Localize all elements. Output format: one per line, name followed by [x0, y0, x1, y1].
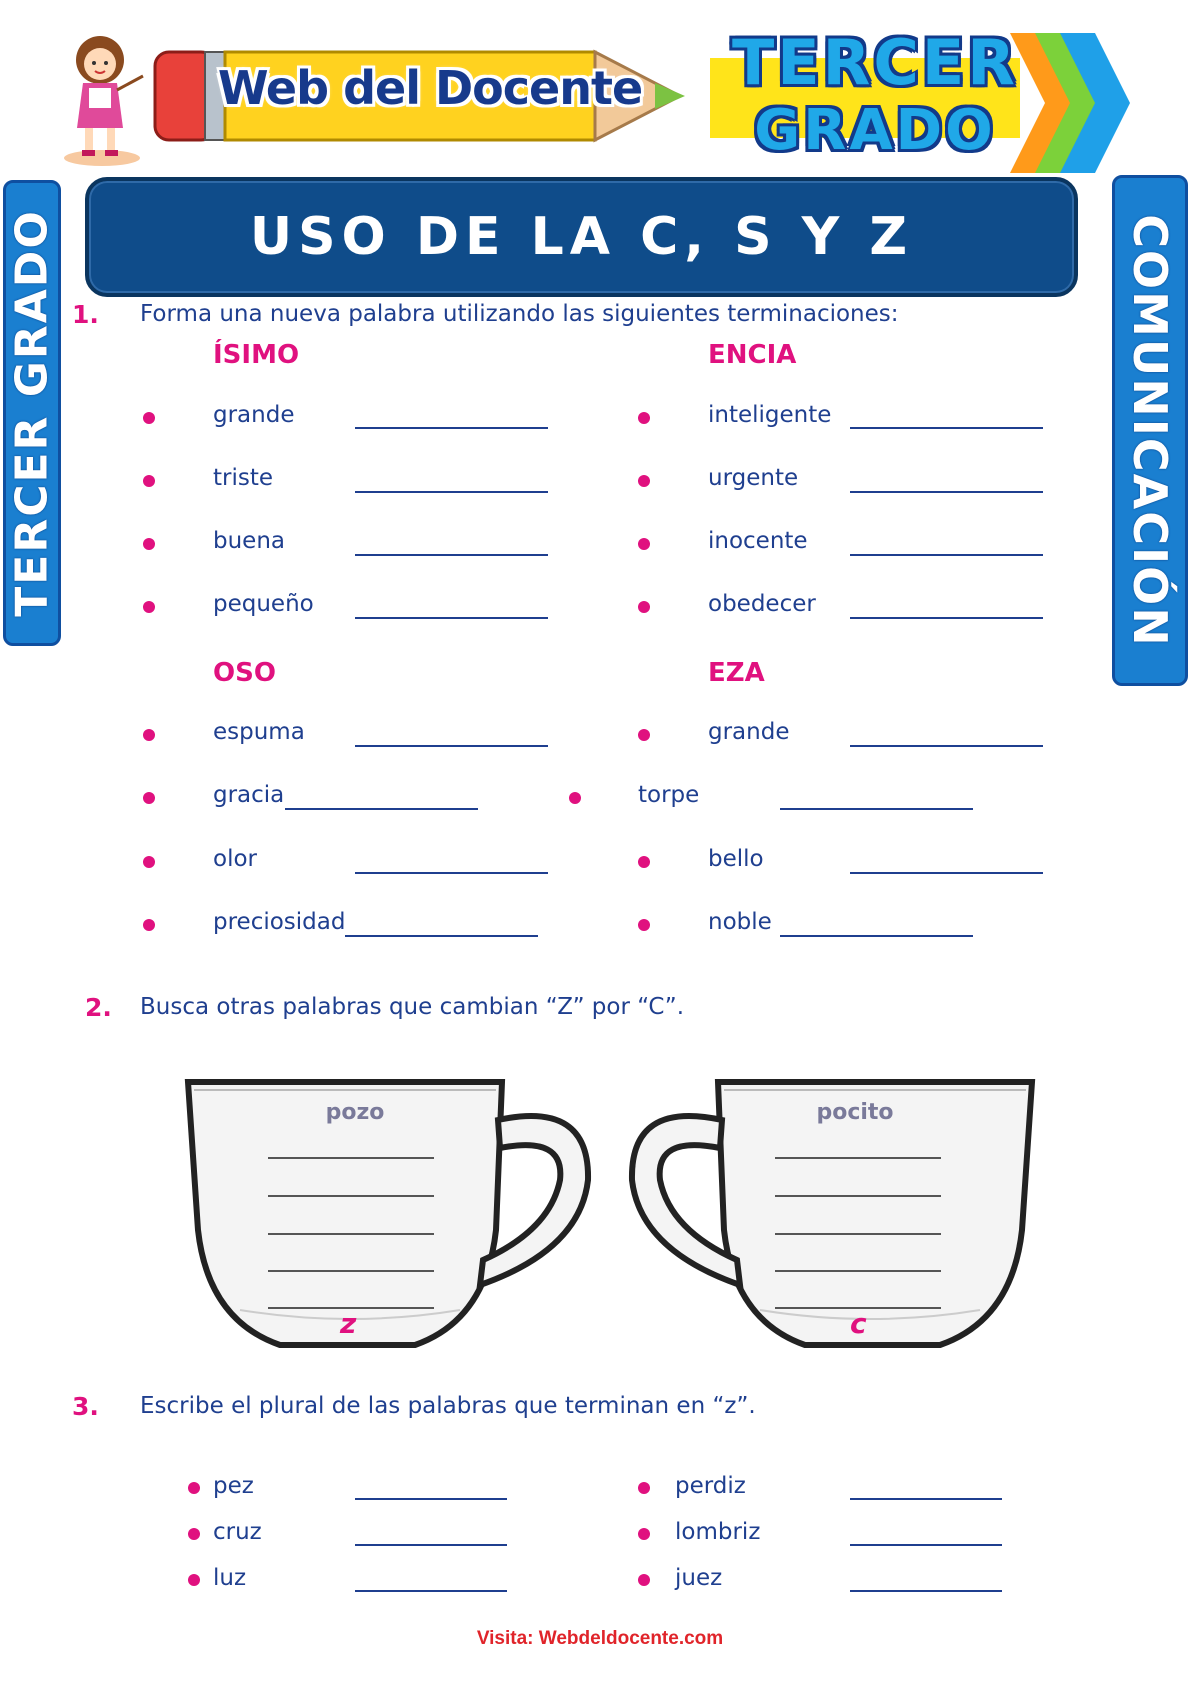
word-item: juez — [675, 1565, 723, 1591]
word-item: perdiz — [675, 1473, 746, 1499]
answer-line[interactable] — [850, 1544, 1002, 1546]
question-1-text: Forma una nueva palabra utilizando las siguientes terminaciones: — [140, 301, 899, 327]
answer-line[interactable] — [355, 872, 548, 874]
question-1-number: 1. — [72, 300, 99, 329]
bullet — [638, 1482, 650, 1494]
bullet — [638, 729, 650, 741]
grade-title-line1: TERCER — [732, 26, 1018, 99]
word-item: gracia — [213, 782, 285, 808]
answer-line[interactable] — [850, 617, 1043, 619]
word-item: urgente — [708, 465, 799, 491]
answer-line[interactable] — [355, 491, 548, 493]
word-item: buena — [213, 528, 285, 554]
answer-line[interactable] — [355, 745, 548, 747]
word-item: cruz — [213, 1519, 262, 1545]
bullet — [638, 1574, 650, 1586]
answer-line[interactable] — [850, 745, 1043, 747]
answer-line[interactable] — [775, 1233, 941, 1235]
cup-label-pozo: pozo — [325, 1100, 385, 1125]
bullet — [638, 538, 650, 550]
title-banner — [85, 177, 1078, 297]
answer-line[interactable] — [850, 554, 1043, 556]
word-item: pez — [213, 1473, 254, 1499]
teacher-mascot-image — [55, 28, 150, 168]
bullet — [638, 1528, 650, 1540]
bullet — [188, 1482, 200, 1494]
answer-line[interactable] — [355, 1544, 507, 1546]
right-side-tab — [1112, 175, 1188, 686]
bullet — [569, 792, 581, 804]
word-item: pequeño — [213, 591, 314, 617]
answer-line[interactable] — [268, 1157, 434, 1159]
cup-label-pocito: pocito — [816, 1100, 894, 1125]
bullet — [143, 538, 155, 550]
grade-title-line2: GRADO — [754, 98, 996, 163]
logo-text: Web del Docente — [217, 61, 643, 115]
word-item: grande — [213, 402, 295, 428]
answer-line[interactable] — [285, 808, 478, 810]
answer-line[interactable] — [355, 617, 548, 619]
answer-line[interactable] — [775, 1270, 941, 1272]
left-tab-label: TERCER GRADO — [6, 209, 58, 617]
word-item: luz — [213, 1565, 247, 1591]
page-title: USO DE LA C, S Y Z — [249, 207, 914, 267]
question-2-text: Busca otras palabras que cambian “Z” por “C”. — [140, 994, 685, 1020]
answer-line[interactable] — [850, 427, 1043, 429]
bullet — [188, 1574, 200, 1586]
footer-link[interactable]: Visita: Webdeldocente.com — [476, 1628, 724, 1649]
answer-line[interactable] — [780, 808, 973, 810]
word-item: bello — [708, 846, 764, 872]
bullet — [143, 412, 155, 424]
answer-line[interactable] — [268, 1270, 434, 1272]
word-item: grande — [708, 719, 790, 745]
bullet — [638, 475, 650, 487]
answer-line[interactable] — [355, 554, 548, 556]
cup-pozo — [180, 1070, 610, 1355]
bullet — [143, 475, 155, 487]
answer-line[interactable] — [268, 1195, 434, 1197]
group-title-oso: OSO — [213, 658, 276, 688]
answer-line[interactable] — [775, 1195, 941, 1197]
cup-letter-c: c — [850, 1307, 867, 1340]
grade-badge — [690, 28, 1160, 178]
bullet — [638, 856, 650, 868]
question-3-number: 3. — [72, 1392, 99, 1421]
word-item: noble — [708, 909, 772, 935]
answer-line[interactable] — [345, 935, 538, 937]
group-title-isimo: ÍSIMO — [213, 340, 300, 370]
bullet — [143, 856, 155, 868]
word-item: torpe — [638, 782, 700, 808]
answer-line[interactable] — [850, 872, 1043, 874]
cup-pocito — [610, 1070, 1040, 1355]
answer-line[interactable] — [355, 1498, 507, 1500]
group-title-encia: ENCIA — [708, 340, 797, 370]
word-item: espuma — [213, 719, 305, 745]
cup-letter-z: z — [340, 1307, 357, 1340]
word-item: inocente — [708, 528, 808, 554]
bullet — [188, 1528, 200, 1540]
word-item: inteligente — [708, 402, 832, 428]
bullet — [143, 792, 155, 804]
group-title-eza: EZA — [708, 658, 765, 688]
word-item: olor — [213, 846, 257, 872]
bullet — [143, 729, 155, 741]
question-2-number: 2. — [85, 993, 112, 1022]
word-item: preciosidad — [213, 909, 346, 935]
answer-line[interactable] — [775, 1157, 941, 1159]
word-item: obedecer — [708, 591, 816, 617]
left-side-tab — [3, 180, 61, 646]
answer-line[interactable] — [355, 427, 548, 429]
answer-line[interactable] — [355, 1590, 507, 1592]
question-3-text: Escribe el plural de las palabras que terminan en “z”. — [140, 1393, 756, 1419]
right-tab-label: COMUNICACIÓN — [1123, 213, 1177, 648]
bullet — [638, 412, 650, 424]
answer-line[interactable] — [850, 1590, 1002, 1592]
word-item: triste — [213, 465, 274, 491]
page-header — [0, 0, 1200, 180]
word-item: lombriz — [675, 1519, 761, 1545]
bullet — [638, 601, 650, 613]
answer-line[interactable] — [850, 491, 1043, 493]
bullet — [638, 919, 650, 931]
answer-line[interactable] — [780, 935, 973, 937]
answer-line[interactable] — [268, 1233, 434, 1235]
web-del-docente-logo — [150, 40, 710, 155]
bullet — [143, 919, 155, 931]
bullet — [143, 601, 155, 613]
answer-line[interactable] — [850, 1498, 1002, 1500]
